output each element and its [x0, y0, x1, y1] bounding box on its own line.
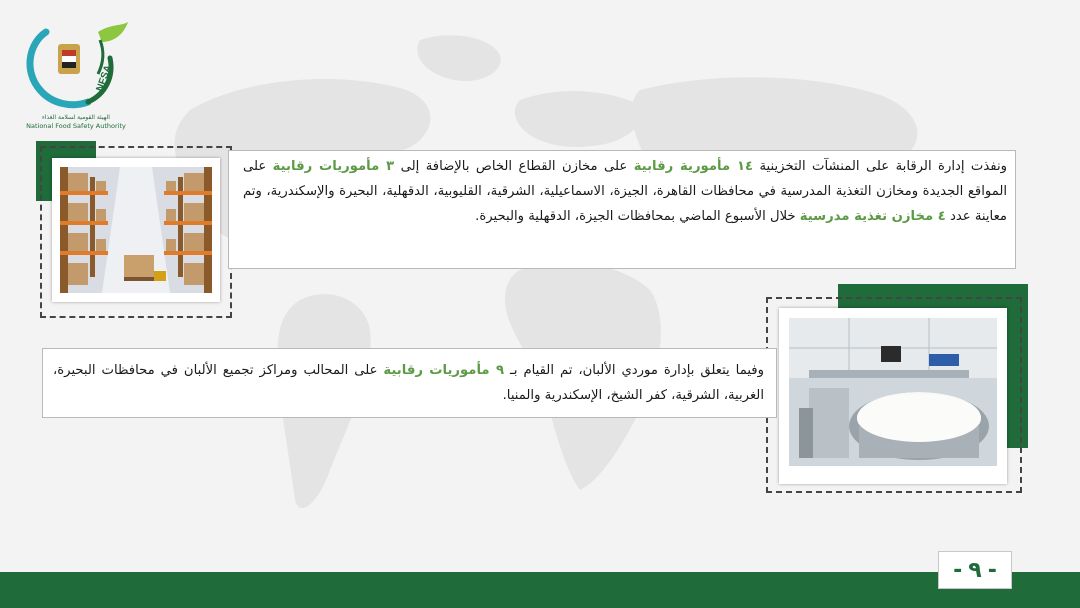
eagle-emblem-icon [58, 44, 80, 74]
paragraph1-highlight-2: ٣ مأموريات رقابية [272, 159, 395, 174]
paragraph1-text-3: على المواقع الجديدة ومخازن التغذية المدرسية في محافظات القاهرة، الجيزة، الاسماعيلية، الشرقية، القليوبية، الدقهلية، البحيرة والإسكندرية، وتم معاينة عدد [243, 159, 1007, 224]
logo-label-arabic: الهيئة القومية لسلامة الغذاء [42, 114, 110, 121]
paragraph2-highlight-1: ٩ مأموريات رقابية [383, 363, 505, 378]
paragraph1-text-1: ونفذت إدارة الرقابة على المنشآت التخزينية [753, 159, 1007, 174]
page-number-box [938, 551, 1012, 589]
warehouse-inspection-paragraph [228, 150, 1016, 269]
paragraph2-text-1: وفيما يتعلق بإدارة موردي الألبان، تم القيام بـ [504, 363, 764, 378]
warehouse-photo [60, 167, 212, 293]
paragraph1-text-4: خلال الأسبوع الماضي بمحافظات الجيزة، الدقهلية والبحيرة. [475, 209, 800, 224]
page-number: ٩ [968, 557, 982, 583]
dairy-equipment-photo [789, 318, 997, 466]
logo-label-english: National Food Safety Authority [26, 122, 126, 130]
footer-bar [0, 572, 1080, 608]
nfsa-badge-text: NFSA [94, 63, 115, 94]
motor-icon [929, 354, 959, 366]
map-greenland [417, 35, 500, 81]
paragraph2-text-2: على المحالب ومراكز تجميع الألبان في محافظات البحيرة، الغربية، الشرقية، كفر الشيخ، الإسكندرية والمنيا. [53, 363, 764, 403]
paragraph1-highlight-1: ١٤ مأمورية رقابية [633, 159, 754, 174]
paragraph1-text-2: على مخازن القطاع الخاص بالإضافة إلى [394, 159, 634, 174]
map-europe [515, 91, 643, 147]
paragraph1-highlight-3: ٤ مخازن تغذية مدرسية [799, 209, 946, 224]
monitor-icon [881, 346, 901, 362]
dairy-inspection-paragraph [42, 348, 777, 418]
page-number-dash-left: - [953, 557, 963, 583]
nfsa-emblem-icon [18, 14, 138, 114]
page-number-dash-right: - [987, 557, 997, 583]
